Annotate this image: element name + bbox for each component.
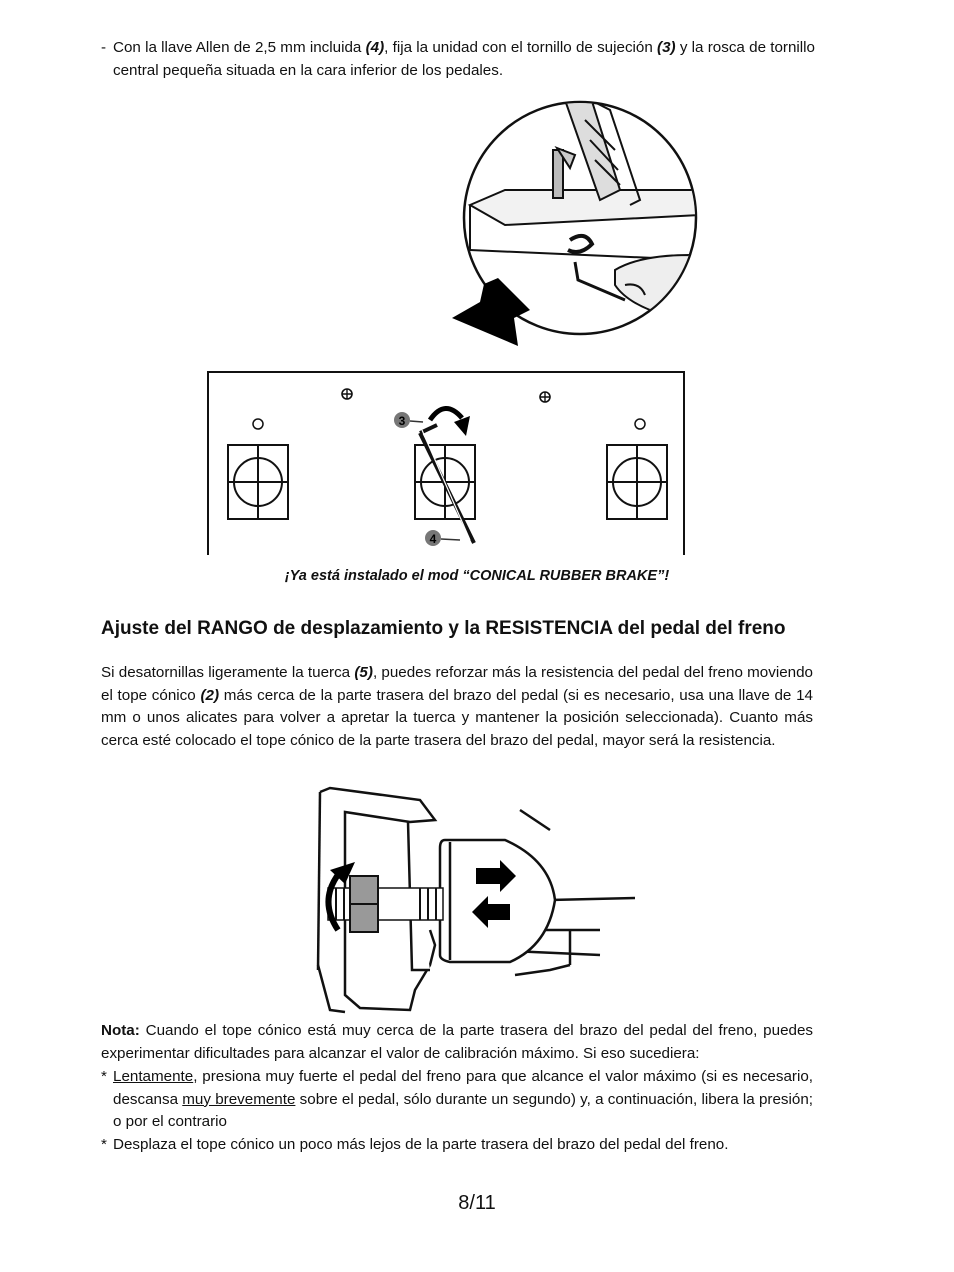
note-item1-text-2: sobre el pedal, sólo durante un segundo) y, a continuación, libera la presión; o por el contrario bbox=[113, 1090, 813, 1131]
page-number: 8/11 bbox=[458, 1192, 496, 1214]
note-paragraph bbox=[101, 1020, 813, 1065]
para1-text-2: , puedes reforzar más la resistencia del pedal del freno moviendo el tope cónico bbox=[101, 664, 813, 704]
intro-text-2: , fija la unidad con el tornillo de sujeción bbox=[384, 39, 658, 56]
figure-pedal-mount-illustration bbox=[0, 0, 954, 600]
section-heading: Ajuste del RANGO de desplazamiento y la RESISTENCIA del pedal del freno bbox=[101, 618, 786, 639]
note-item-2: Desplaza el tope cónico un poco más lejos de la parte trasera del brazo del pedal del freno. bbox=[113, 1136, 729, 1153]
figure-conical-stop-illustration bbox=[300, 780, 640, 1020]
callout-4: 4 bbox=[429, 532, 437, 546]
note-item1-bullet: * bbox=[101, 1068, 107, 1085]
para1-text-3: más cerca de la parte trasera del brazo del pedal (si es necesario, usa una llave de 14 mm o unos alicates para volver a apretar la tuerca y mantener la posición seleccionada). Cuanto más cerca esté colocado el tope cónico de la parte trasera del brazo del pedal, mayor será la resistencia. bbox=[101, 686, 813, 749]
note-item1-underline-2: muy brevemente bbox=[182, 1090, 296, 1108]
callout-3: 3 bbox=[398, 414, 406, 428]
intro-text-1: Con la llave Allen de 2,5 mm incluida bbox=[113, 39, 366, 56]
note-item1-underline-1: Lentamente bbox=[113, 1068, 194, 1085]
note-item2-bullet: * bbox=[101, 1136, 107, 1153]
note-item-1 bbox=[113, 1066, 813, 1134]
note-label: Nota: bbox=[101, 1022, 140, 1039]
para1-text-1: Si desatornillas ligeramente la tuerca bbox=[101, 664, 355, 681]
intro-bullet: - bbox=[101, 39, 107, 56]
figure-caption: ¡Ya está instalado el mod “CONICAL RUBBER BRAKE”! bbox=[284, 568, 670, 584]
ref-3: (3) bbox=[657, 39, 676, 56]
note-item1-text-1: , presiona muy fuerte el pedal del freno para que alcance el valor máximo (si es necesario, descansa bbox=[113, 1068, 813, 1108]
intro-text-3: y la rosca de tornillo central pequeña situada en la cara inferior de los pedales. bbox=[113, 39, 815, 79]
ref-2: (2) bbox=[200, 686, 219, 704]
note-text: Cuando el tope cónico está muy cerca de la parte trasera del brazo del pedal del freno, puedes experimentar dificultades para alcanzar el valor de calibración máximo. Si eso sucediera: bbox=[101, 1022, 813, 1062]
ref-5: (5) bbox=[354, 664, 373, 681]
resistance-paragraph bbox=[101, 662, 813, 752]
ref-4: (4) bbox=[365, 39, 385, 56]
